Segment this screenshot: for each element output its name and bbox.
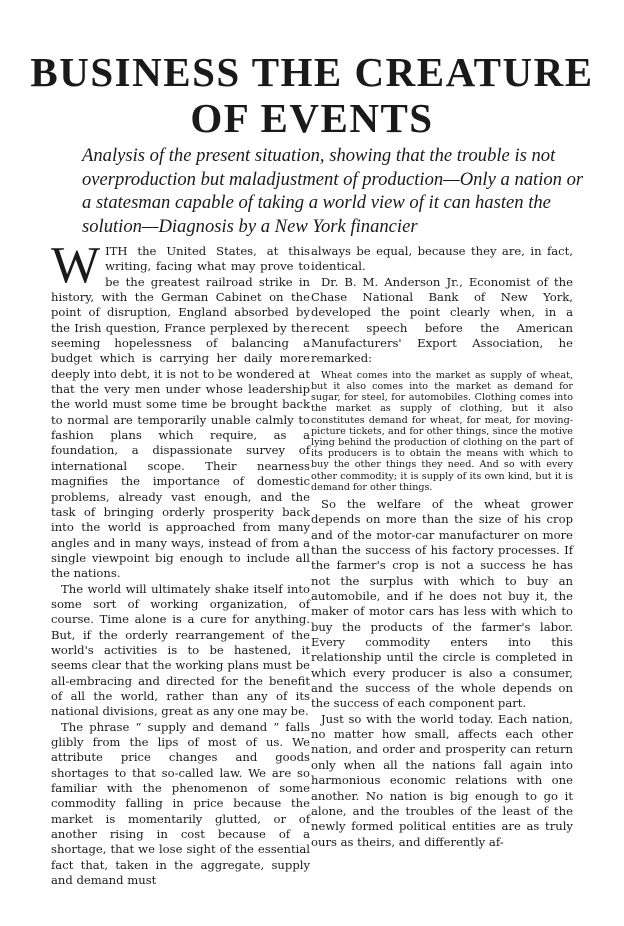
paragraph: Just so with the world today. Each nation, no matter how small, affects each other nation, and order and prosperity can return only when all the nations fall again into harmonious economic relations with one another. No nation is big enough to go it alone, and the troubles of the least of the newly formed political entities are as truly ours as theirs, and differently af-: [311, 711, 573, 849]
paragraph-text: ITH the United States, at this writing, facing what may prove to be the greatest railroad strike in history, with the German Cabinet on the point of disruption, England absorbed by the Irish question, France perplexed by the seeming hopelessness of balancing a budget which is carrying her daily more deeply into debt, it is not to be wondered at that the very men under whose leadership the world must some time be brought back to normal are temporarily unable calmly to fashion plans which require, as a foundation, a dispassionate survey of international scope. Their nearness magnifies the importance of domestic problems, already vast enough, and the task of bringing orderly prosperity back into the world is approached from many angles and in many ways, instead of from a single viewpoint big enough to include all the nations.: [51, 244, 310, 581]
paragraph: The world will ultimately shake itself into some sort of working organization, of course. Time alone is a cure for anything. But, if the orderly rearrangement of the world's activities is to be hastened, it seems clear that the working plans must be all-embracing and directed for the benefit of all the world, rather than any of its national divisions, great as any one may be.: [51, 581, 310, 719]
paragraph: The phrase “ supply and demand ” falls glibly from the lips of most of us. We attribute price changes and goods shortages to that so-called law. We are so familiar with the phenomenon of some commodity falling in price because the market is momentarily glutted, or of another rising in cost because of a shortage, that we lose sight of the essential fact that, taken in the aggregate, supply and demand must: [51, 719, 310, 888]
left-column: [51, 237, 310, 888]
headline-line-1: BUSINESS THE CREATURE: [30, 49, 594, 95]
deck-subtitle: Analysis of the present situation, showing that the trouble is not overproduction but maladjustment of production—Only a nation or a statesman capable of taking a world view of it can hasten the solution—Diagnosis by a New York financier: [82, 145, 584, 237]
headline-line-2: OF EVENTS: [190, 95, 434, 141]
drop-cap: W: [51, 237, 101, 294]
block-quote: Wheat comes into the market as supply of wheat, but it also comes into the market as demand for sugar, for steel, for automobiles. Clothing comes into the market as supply of clothing, but it also constitutes demand for wheat, for meat, for moving-picture tickets, and for other things, since the motive lying behind the production of clothing on the part of its producers is to obtain the means with which to buy the other things they need. And so with every other commodity; it is supply of its own kind, but it is demand for other things.: [311, 369, 573, 493]
paragraph: [51, 237, 310, 582]
paragraph: Dr. B. M. Anderson Jr., Economist of the Chase National Bank of New York, developed the point clearly when, in a recent speech before the American Manufacturers' Export Association, he remarked:: [311, 274, 573, 366]
right-column: [311, 244, 573, 850]
paragraph: So the welfare of the wheat grower depends on more than the size of his crop and of the motor-car manufacturer on more than the success of his factory processes. If the farmer's crop is not a success he has not the surplus with which to buy an automobile, and if he does not buy it, the maker of motor cars has less with which to buy the products of the farmer's labor. Every commodity enters into this relationship until the circle is completed in which every producer is also a consumer, and the success of the whole depends on the success of each component part.: [311, 496, 573, 711]
paragraph: always be equal, because they are, in fact, identical.: [311, 244, 573, 274]
